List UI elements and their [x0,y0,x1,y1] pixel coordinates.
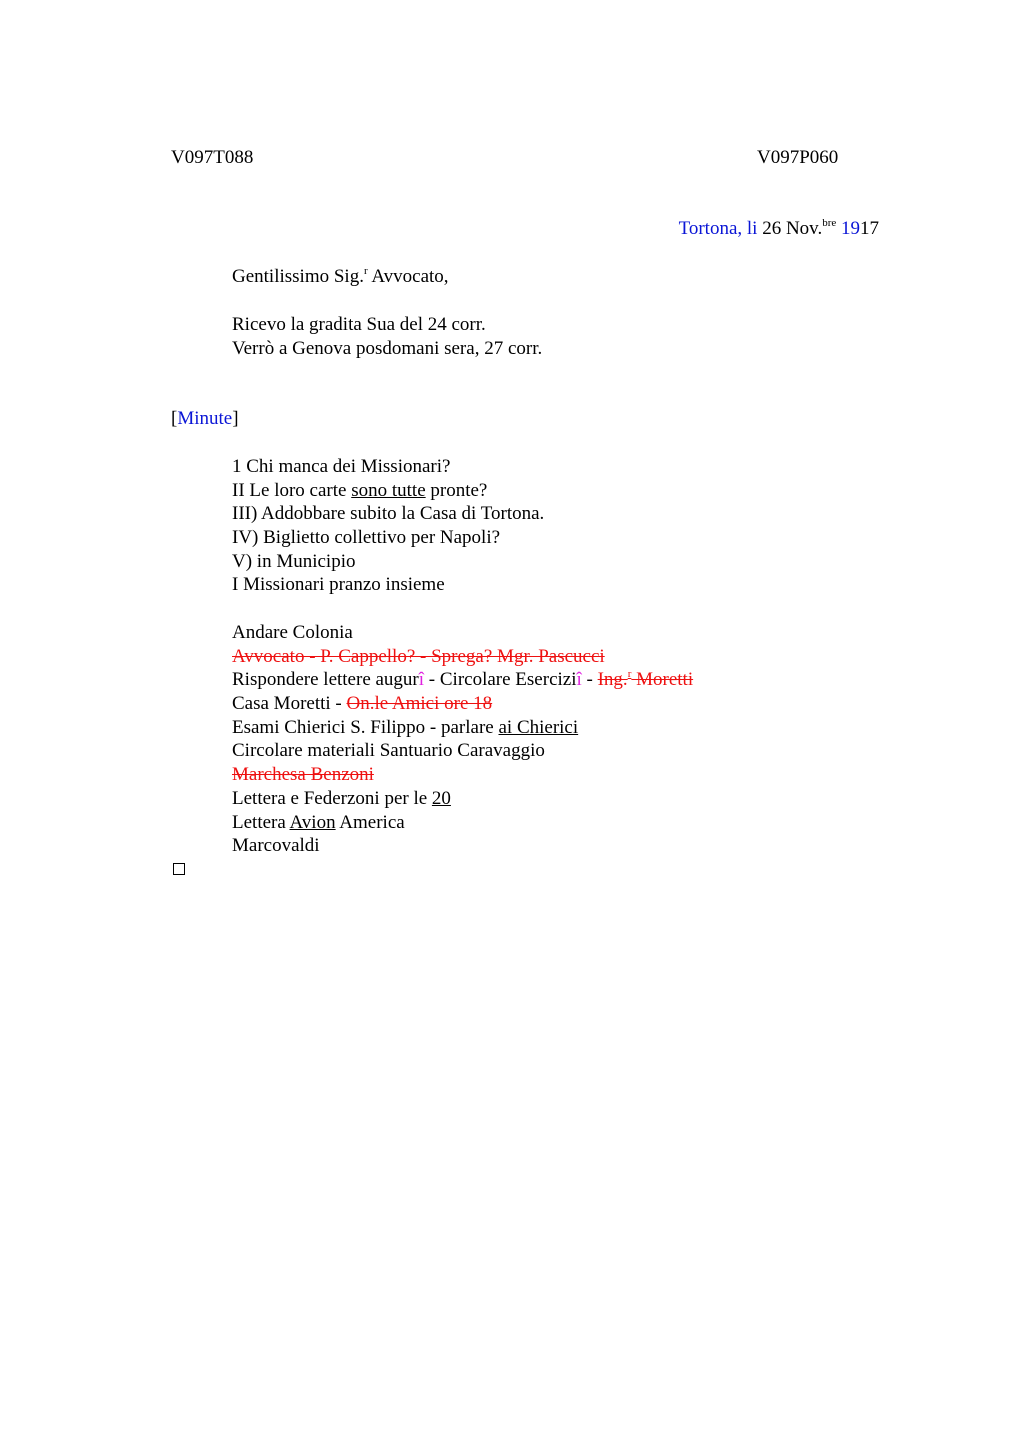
list-item [232,763,693,787]
list-item [232,479,544,503]
list-item: III) Addobbare subito la Casa di Tortona. [232,503,545,525]
abbreviation-mark: î [576,669,582,691]
list-item-text: pronte? [425,479,488,501]
list-item-text: Lettera e Federzoni per le [232,787,432,809]
salutation-end: Avvocato, [367,266,449,287]
deleted-text: Avvocato - P. Cappello? - Sprega? Mgr. Pascucci [232,645,605,667]
list-item [232,716,693,740]
deleted-text [598,669,694,690]
salutation-text: Gentilissimo Sig. [232,266,364,287]
deleted-text-part: Moretti [631,669,694,691]
salutation [232,265,449,289]
underlined-text: ai Chierici [498,716,579,738]
deleted-text: On.le Amici ore 18 [346,693,493,715]
document-code-right: V097P060 [757,147,839,168]
checkbox-icon [173,863,185,875]
list-item-text: - Circolare Esercizi [424,669,577,691]
minute-text: Minute [177,408,233,429]
list-item-text: II Le loro carte [232,479,352,501]
minute-list-1 [232,455,544,597]
list-item [232,692,693,716]
list-item-text: Lettera [232,811,290,833]
list-item [232,645,693,669]
list-item-text: Esami Chierici S. Filippo - parlare [232,716,499,738]
dateline-place: Tortona, li [678,218,758,239]
minute-list-2 [232,621,693,858]
dateline-month-sup: bre [822,217,837,229]
list-item [232,668,693,692]
minute-label [171,407,239,431]
list-item: 1 Chi manca dei Missionari? [232,456,451,477]
document-code-left: V097T088 [171,147,254,168]
list-item: Marcovaldi [232,835,320,857]
list-item [232,787,693,811]
salutation-sup: r [363,265,368,277]
list-item: IV) Biglietto collettivo per Napoli? [232,527,501,549]
dateline-year-prefix: 19 [841,218,860,239]
minute-bracket-close: ] [232,408,239,429]
list-item: Andare Colonia [232,622,353,643]
list-item-text: America [335,811,405,833]
list-item [232,811,693,835]
deleted-text-sup: r [627,668,632,681]
list-item: V) in Municipio [232,550,356,572]
list-item-text: - [581,669,598,691]
letter-line-1: Ricevo la gradita Sua del 24 corr. [232,314,486,335]
deleted-text: Marchesa Benzoni [232,764,374,786]
list-item-text: Casa Moretti - [232,693,347,715]
underlined-text: sono tutte [351,479,426,501]
minute-bracket-open: [ [171,408,178,429]
underlined-text: 20 [431,787,451,809]
dateline-day: 26 Nov. [762,218,823,239]
list-item-text: Rispondere lettere augur [232,669,419,691]
underlined-text: Avion [289,811,336,833]
deleted-text-part: Ing. [597,669,628,691]
abbreviation-mark: î [418,669,425,691]
dateline [679,217,879,241]
list-item: I Missionari pranzo insieme [232,574,445,596]
letter-line-2: Verrò a Genova posdomani sera, 27 corr. [232,338,543,359]
list-item: Circolare materiali Santuario Caravaggio [232,740,545,762]
dateline-year-suffix: 17 [860,218,879,239]
